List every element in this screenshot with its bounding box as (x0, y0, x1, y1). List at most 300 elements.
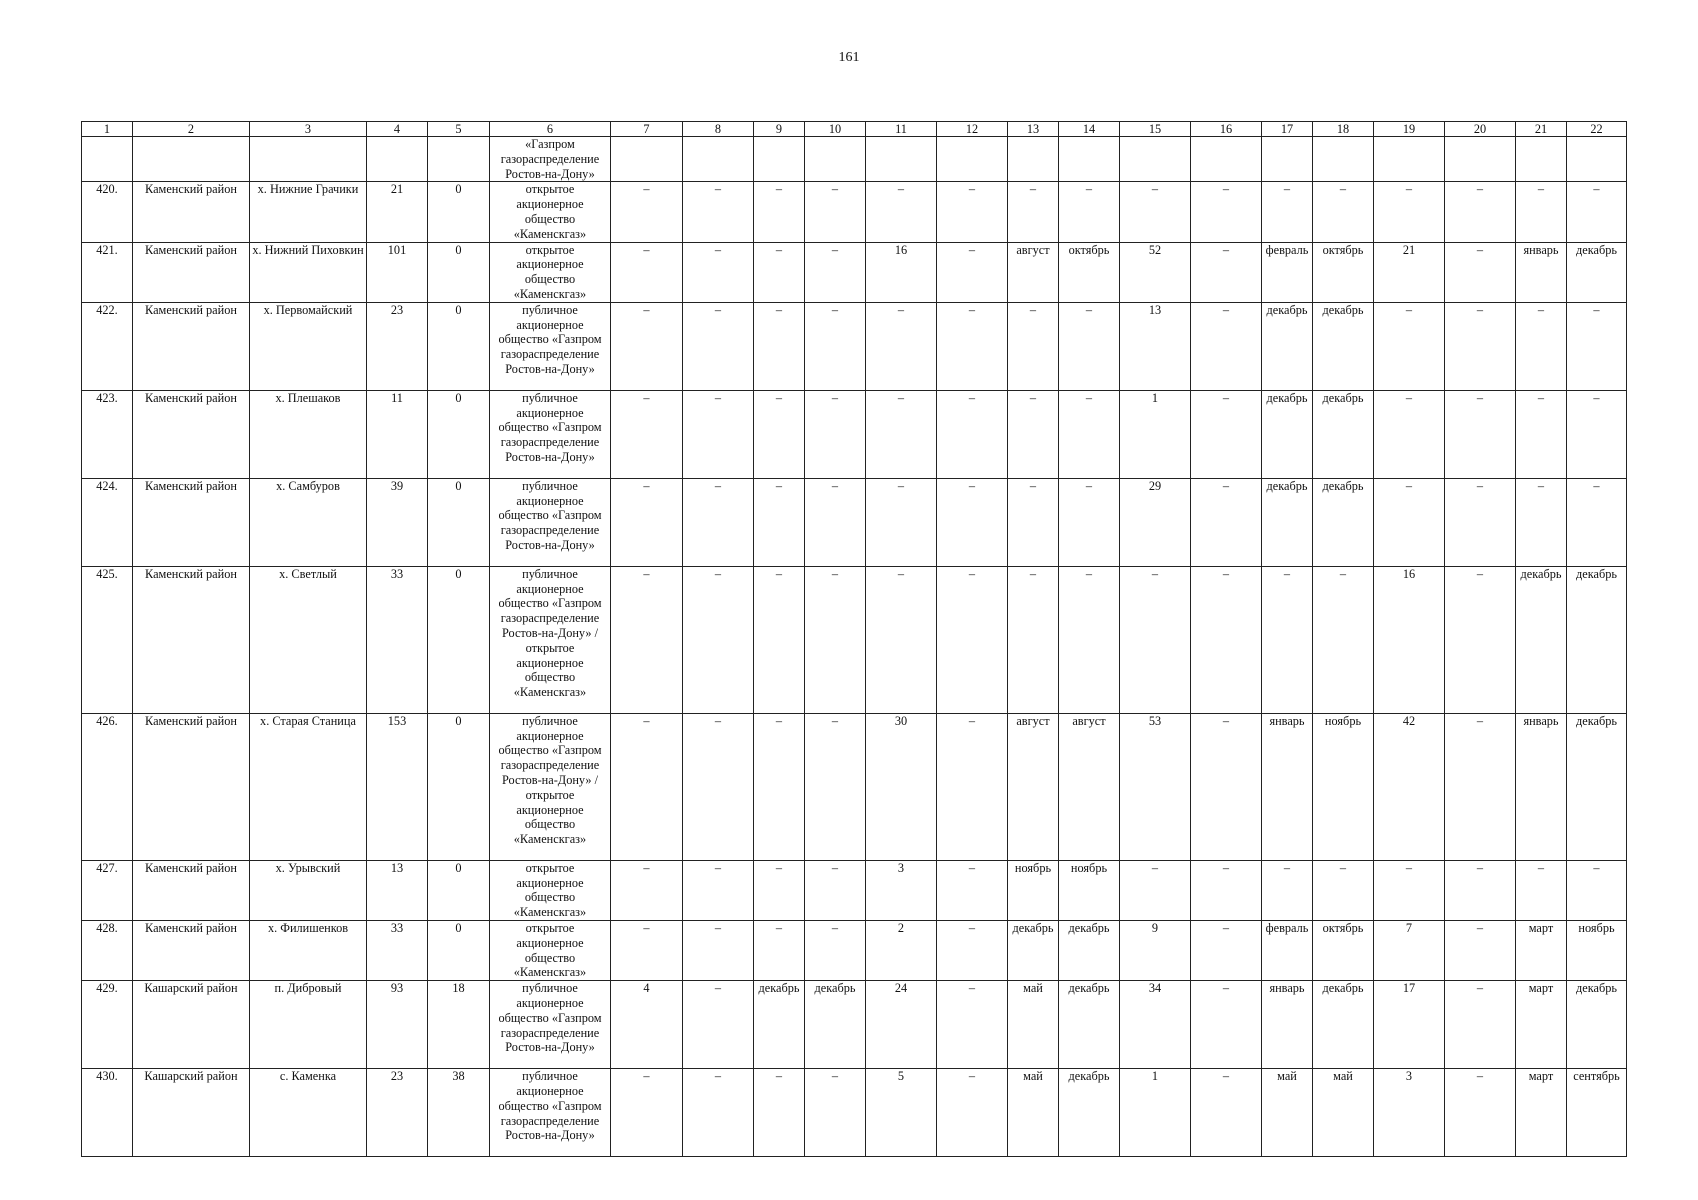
table-cell: – (1262, 182, 1313, 242)
table-cell: – (683, 390, 754, 478)
table-cell: 425. (82, 566, 133, 713)
column-header-16: 16 (1191, 122, 1262, 137)
table-cell: 5 (866, 1069, 937, 1157)
table-cell: – (611, 920, 683, 980)
table-cell: – (1120, 860, 1191, 920)
table-cell: 0 (428, 860, 490, 920)
table-cell: 0 (428, 713, 490, 860)
table-cell: – (1191, 860, 1262, 920)
table-cell: – (1445, 182, 1516, 242)
data-table (81, 121, 1627, 1157)
table-cell: 4 (611, 981, 683, 1069)
table-cell (1313, 137, 1374, 182)
column-header-21: 21 (1516, 122, 1567, 137)
table-cell: – (1191, 182, 1262, 242)
table-cell: публичное акционерное общество «Газпром газораспределение Ростов-на-Дону» / открытое акционерное общество «Каменскгаз» (490, 566, 611, 713)
table-cell: – (1008, 390, 1059, 478)
table-cell: – (1191, 478, 1262, 566)
table-cell: Каменский район (133, 920, 250, 980)
table-cell: – (1516, 390, 1567, 478)
table-cell: публичное акционерное общество «Газпром газораспределение Ростов-на-Дону» (490, 478, 611, 566)
table-cell: – (1445, 981, 1516, 1069)
table-cell: – (1008, 566, 1059, 713)
table-cell: 3 (866, 860, 937, 920)
table-cell: Каменский район (133, 182, 250, 242)
table-cell: – (1191, 390, 1262, 478)
table-cell: – (1008, 478, 1059, 566)
table-cell: – (866, 302, 937, 390)
table-cell: 428. (82, 920, 133, 980)
table-cell: – (1374, 182, 1445, 242)
table-cell: 24 (866, 981, 937, 1069)
table-cell: 0 (428, 920, 490, 980)
table-cell: – (937, 981, 1008, 1069)
table-cell (1445, 137, 1516, 182)
table-cell (367, 137, 428, 182)
table-cell: открытое акционерное общество «Каменскгаз» (490, 860, 611, 920)
table-cell: 0 (428, 302, 490, 390)
table-cell: май (1313, 1069, 1374, 1157)
table-cell: – (1120, 182, 1191, 242)
table-cell (428, 137, 490, 182)
table-cell (1374, 137, 1445, 182)
table-cell: 0 (428, 566, 490, 713)
table-cell: май (1008, 1069, 1059, 1157)
table-cell: 424. (82, 478, 133, 566)
column-header-19: 19 (1374, 122, 1445, 137)
table-cell: – (1191, 981, 1262, 1069)
column-header-22: 22 (1567, 122, 1627, 137)
header-row (82, 122, 1627, 137)
table-cell: – (937, 302, 1008, 390)
table-cell: – (754, 390, 805, 478)
table-cell: – (1567, 390, 1627, 478)
table-cell: х. Нижний Пиховкин (250, 242, 367, 302)
table-cell: – (754, 302, 805, 390)
column-header-8: 8 (683, 122, 754, 137)
table-cell: – (683, 478, 754, 566)
table-cell: х. Нижние Грачики (250, 182, 367, 242)
column-header-9: 9 (754, 122, 805, 137)
table-cell: – (683, 920, 754, 980)
table-cell: 9 (1120, 920, 1191, 980)
table-cell: – (1516, 302, 1567, 390)
table-cell: – (805, 1069, 866, 1157)
table-cell: 42 (1374, 713, 1445, 860)
table-cell: ноябрь (1008, 860, 1059, 920)
table-cell: – (805, 182, 866, 242)
column-header-14: 14 (1059, 122, 1120, 137)
table-cell: – (1445, 860, 1516, 920)
table-cell: 39 (367, 478, 428, 566)
table-cell: март (1516, 1069, 1567, 1157)
table-cell: – (754, 860, 805, 920)
table-cell: – (866, 182, 937, 242)
table-cell: – (683, 566, 754, 713)
column-header-4: 4 (367, 122, 428, 137)
table-cell: декабрь (1059, 981, 1120, 1069)
table-cell: ноябрь (1567, 920, 1627, 980)
table-cell: – (611, 182, 683, 242)
table-cell: 13 (1120, 302, 1191, 390)
table-cell: х. Самбуров (250, 478, 367, 566)
table-cell: – (866, 390, 937, 478)
column-header-12: 12 (937, 122, 1008, 137)
table-cell: Каменский район (133, 713, 250, 860)
table-cell (1262, 137, 1313, 182)
table-cell: – (683, 860, 754, 920)
table-cell: октябрь (1313, 920, 1374, 980)
table-cell: – (754, 182, 805, 242)
table-cell: – (1191, 302, 1262, 390)
table-cell: декабрь (1567, 566, 1627, 713)
table-cell: 101 (367, 242, 428, 302)
table-cell: – (1191, 1069, 1262, 1157)
table-cell: – (683, 981, 754, 1069)
column-header-15: 15 (1120, 122, 1191, 137)
table-cell: 1 (1120, 390, 1191, 478)
table-cell: январь (1516, 713, 1567, 860)
table-cell (1008, 137, 1059, 182)
table-cell: 29 (1120, 478, 1191, 566)
table-cell (1059, 137, 1120, 182)
table-cell: – (937, 390, 1008, 478)
table-cell (683, 137, 754, 182)
table-cell: 33 (367, 566, 428, 713)
table-cell: декабрь (1262, 302, 1313, 390)
table-cell: 0 (428, 390, 490, 478)
table-cell: – (866, 566, 937, 713)
table-cell: февраль (1262, 242, 1313, 302)
table-cell: – (805, 302, 866, 390)
table-cell: – (611, 478, 683, 566)
table-cell: – (1313, 566, 1374, 713)
table-cell: – (1059, 182, 1120, 242)
table-cell (754, 137, 805, 182)
column-header-6: 6 (490, 122, 611, 137)
table-cell: х. Урывский (250, 860, 367, 920)
table-cell: август (1008, 242, 1059, 302)
table-cell: 18 (428, 981, 490, 1069)
table-cell (1120, 137, 1191, 182)
table-cell: – (1567, 860, 1627, 920)
table-cell: открытое акционерное общество «Каменскгаз» (490, 242, 611, 302)
table-cell: публичное акционерное общество «Газпром газораспределение Ростов-на-Дону» (490, 390, 611, 478)
table-row (82, 860, 1627, 920)
table-cell: х. Первомайский (250, 302, 367, 390)
table-row (82, 182, 1627, 242)
table-cell: – (1191, 566, 1262, 713)
table-cell: – (805, 390, 866, 478)
table-cell (82, 137, 133, 182)
table-cell: – (611, 1069, 683, 1157)
table-cell: – (1059, 566, 1120, 713)
table-cell: декабрь (1516, 566, 1567, 713)
table-cell: – (611, 566, 683, 713)
table-cell: – (1516, 478, 1567, 566)
table-cell: декабрь (1313, 390, 1374, 478)
table-cell: 0 (428, 242, 490, 302)
table-cell: «Газпром газораспределение Ростов-на-Дону» (490, 137, 611, 182)
table-cell: январь (1516, 242, 1567, 302)
table-cell: 16 (866, 242, 937, 302)
table-cell: – (937, 242, 1008, 302)
table-cell: – (805, 860, 866, 920)
table-cell: Каменский район (133, 478, 250, 566)
table-cell: Каменский район (133, 302, 250, 390)
table-cell: 3 (1374, 1069, 1445, 1157)
table-cell: Каменский район (133, 390, 250, 478)
table-cell: – (754, 713, 805, 860)
table-cell: 420. (82, 182, 133, 242)
table-cell: февраль (1262, 920, 1313, 980)
table-cell: октябрь (1059, 242, 1120, 302)
table-cell (866, 137, 937, 182)
column-header-17: 17 (1262, 122, 1313, 137)
page-number: 161 (838, 50, 860, 65)
table-cell (805, 137, 866, 182)
table-cell (1516, 137, 1567, 182)
table-cell: публичное акционерное общество «Газпром газораспределение Ростов-на-Дону» / открытое акционерное общество «Каменскгаз» (490, 713, 611, 860)
table-cell: открытое акционерное общество «Каменскгаз» (490, 920, 611, 980)
table-cell: – (805, 478, 866, 566)
table-cell: – (754, 566, 805, 713)
table-cell: – (1516, 182, 1567, 242)
table-cell: публичное акционерное общество «Газпром газораспределение Ростов-на-Дону» (490, 302, 611, 390)
table-cell: август (1059, 713, 1120, 860)
table-cell: – (1445, 1069, 1516, 1157)
table-cell: август (1008, 713, 1059, 860)
table-cell: – (1313, 182, 1374, 242)
table-cell: декабрь (1059, 920, 1120, 980)
table-cell: – (611, 242, 683, 302)
table-cell: – (1059, 390, 1120, 478)
table-cell: 429. (82, 981, 133, 1069)
table-cell: Каменский район (133, 242, 250, 302)
table-cell: 427. (82, 860, 133, 920)
table-cell: 1 (1120, 1069, 1191, 1157)
table-cell: октябрь (1313, 242, 1374, 302)
table-cell: – (1262, 566, 1313, 713)
table-cell: май (1008, 981, 1059, 1069)
table-cell: – (805, 566, 866, 713)
table-cell: – (866, 478, 937, 566)
table-cell: – (1191, 713, 1262, 860)
table-cell: – (1445, 566, 1516, 713)
table-cell: 52 (1120, 242, 1191, 302)
table-cell: 93 (367, 981, 428, 1069)
table-cell: – (1445, 390, 1516, 478)
table-row (82, 713, 1627, 860)
table-cell: х. Плешаков (250, 390, 367, 478)
table-cell: х. Старая Станица (250, 713, 367, 860)
table-cell: х. Филишенков (250, 920, 367, 980)
table-cell: 23 (367, 1069, 428, 1157)
column-header-13: 13 (1008, 122, 1059, 137)
table-cell: – (611, 713, 683, 860)
table-cell: с. Каменка (250, 1069, 367, 1157)
table-cell: – (754, 478, 805, 566)
table-cell: 23 (367, 302, 428, 390)
table-row (82, 566, 1627, 713)
table-cell (133, 137, 250, 182)
column-header-20: 20 (1445, 122, 1516, 137)
table-cell: публичное акционерное общество «Газпром газораспределение Ростов-на-Дону» (490, 1069, 611, 1157)
table-cell: – (754, 1069, 805, 1157)
table-cell: – (1445, 713, 1516, 860)
table-row (82, 390, 1627, 478)
table-cell: – (1008, 182, 1059, 242)
table-row (82, 478, 1627, 566)
table-cell: – (937, 920, 1008, 980)
table-row (82, 302, 1627, 390)
table-cell: декабрь (1567, 242, 1627, 302)
table-cell: – (1191, 242, 1262, 302)
table-cell: Каменский район (133, 566, 250, 713)
table-cell: Кашарский район (133, 981, 250, 1069)
table-cell: декабрь (754, 981, 805, 1069)
table-cell: х. Светлый (250, 566, 367, 713)
table-cell: 53 (1120, 713, 1191, 860)
table-cell: – (937, 478, 1008, 566)
table-row (82, 920, 1627, 980)
table-cell: декабрь (1008, 920, 1059, 980)
table-cell: – (1567, 478, 1627, 566)
table-cell: 0 (428, 478, 490, 566)
table-cell: – (1374, 302, 1445, 390)
table-cell: – (1567, 302, 1627, 390)
table-body (82, 137, 1627, 1157)
table-cell: – (937, 182, 1008, 242)
table-cell: 21 (1374, 242, 1445, 302)
table-cell: декабрь (1262, 390, 1313, 478)
table-cell: декабрь (1313, 981, 1374, 1069)
table-cell: 38 (428, 1069, 490, 1157)
table-cell (1567, 137, 1627, 182)
table-cell: декабрь (1313, 478, 1374, 566)
table-cell: январь (1262, 981, 1313, 1069)
table-cell: Кашарский район (133, 1069, 250, 1157)
table-cell: – (1059, 302, 1120, 390)
table-cell: – (1262, 860, 1313, 920)
table-cell: – (1445, 242, 1516, 302)
table-cell: 153 (367, 713, 428, 860)
table-cell: – (937, 1069, 1008, 1157)
table-cell: – (1445, 478, 1516, 566)
table-cell: – (611, 390, 683, 478)
table-cell: – (683, 1069, 754, 1157)
table-cell: – (805, 242, 866, 302)
table-cell: март (1516, 981, 1567, 1069)
table-cell: декабрь (1567, 981, 1627, 1069)
table-row (82, 242, 1627, 302)
table-cell: 17 (1374, 981, 1445, 1069)
table-cell: – (611, 860, 683, 920)
table-cell: – (805, 920, 866, 980)
table-cell: 34 (1120, 981, 1191, 1069)
table-row (82, 137, 1627, 182)
table-row (82, 981, 1627, 1069)
table-cell: 430. (82, 1069, 133, 1157)
table-cell (611, 137, 683, 182)
table-cell: – (1313, 860, 1374, 920)
column-header-1: 1 (82, 122, 133, 137)
table-cell: – (1374, 390, 1445, 478)
table-cell: – (683, 182, 754, 242)
table-cell: 21 (367, 182, 428, 242)
table-cell: декабрь (805, 981, 866, 1069)
table-cell: – (683, 713, 754, 860)
table-row (82, 1069, 1627, 1157)
table-cell: – (754, 920, 805, 980)
table-cell: – (937, 860, 1008, 920)
table-cell: 33 (367, 920, 428, 980)
table-cell: 13 (367, 860, 428, 920)
table-cell: – (1567, 182, 1627, 242)
column-header-2: 2 (133, 122, 250, 137)
table-cell (250, 137, 367, 182)
table-cell (1191, 137, 1262, 182)
table-cell: Каменский район (133, 860, 250, 920)
table-cell: 11 (367, 390, 428, 478)
table-cell: – (937, 713, 1008, 860)
table-cell: 421. (82, 242, 133, 302)
table-cell: – (1374, 860, 1445, 920)
table-cell: ноябрь (1313, 713, 1374, 860)
table-cell: – (937, 566, 1008, 713)
table-cell: 426. (82, 713, 133, 860)
table-cell: – (683, 302, 754, 390)
table-cell: – (611, 302, 683, 390)
table-cell: п. Дибровый (250, 981, 367, 1069)
table-cell: – (1445, 920, 1516, 980)
table-cell: сентябрь (1567, 1069, 1627, 1157)
column-header-7: 7 (611, 122, 683, 137)
table-cell: публичное акционерное общество «Газпром газораспределение Ростов-на-Дону» (490, 981, 611, 1069)
table-cell: – (1445, 302, 1516, 390)
table-cell: – (1059, 478, 1120, 566)
column-header-11: 11 (866, 122, 937, 137)
table-cell: 30 (866, 713, 937, 860)
table-cell: 2 (866, 920, 937, 980)
table-cell: – (1120, 566, 1191, 713)
table-cell: 423. (82, 390, 133, 478)
table-cell: ноябрь (1059, 860, 1120, 920)
table-cell: – (1516, 860, 1567, 920)
table-cell: – (683, 242, 754, 302)
table-cell: 0 (428, 182, 490, 242)
table-cell: декабрь (1059, 1069, 1120, 1157)
table-cell: – (1374, 478, 1445, 566)
column-header-18: 18 (1313, 122, 1374, 137)
table-cell: – (754, 242, 805, 302)
table-cell: 422. (82, 302, 133, 390)
table-cell: март (1516, 920, 1567, 980)
table-cell: май (1262, 1069, 1313, 1157)
table-cell: 7 (1374, 920, 1445, 980)
table-cell: январь (1262, 713, 1313, 860)
table-cell: – (1191, 920, 1262, 980)
table-cell: декабрь (1567, 713, 1627, 860)
column-header-5: 5 (428, 122, 490, 137)
table-cell: декабрь (1313, 302, 1374, 390)
table-cell: открытое акционерное общество «Каменскгаз» (490, 182, 611, 242)
table-cell (937, 137, 1008, 182)
column-header-3: 3 (250, 122, 367, 137)
table-cell: – (1008, 302, 1059, 390)
column-header-10: 10 (805, 122, 866, 137)
table-cell: декабрь (1262, 478, 1313, 566)
